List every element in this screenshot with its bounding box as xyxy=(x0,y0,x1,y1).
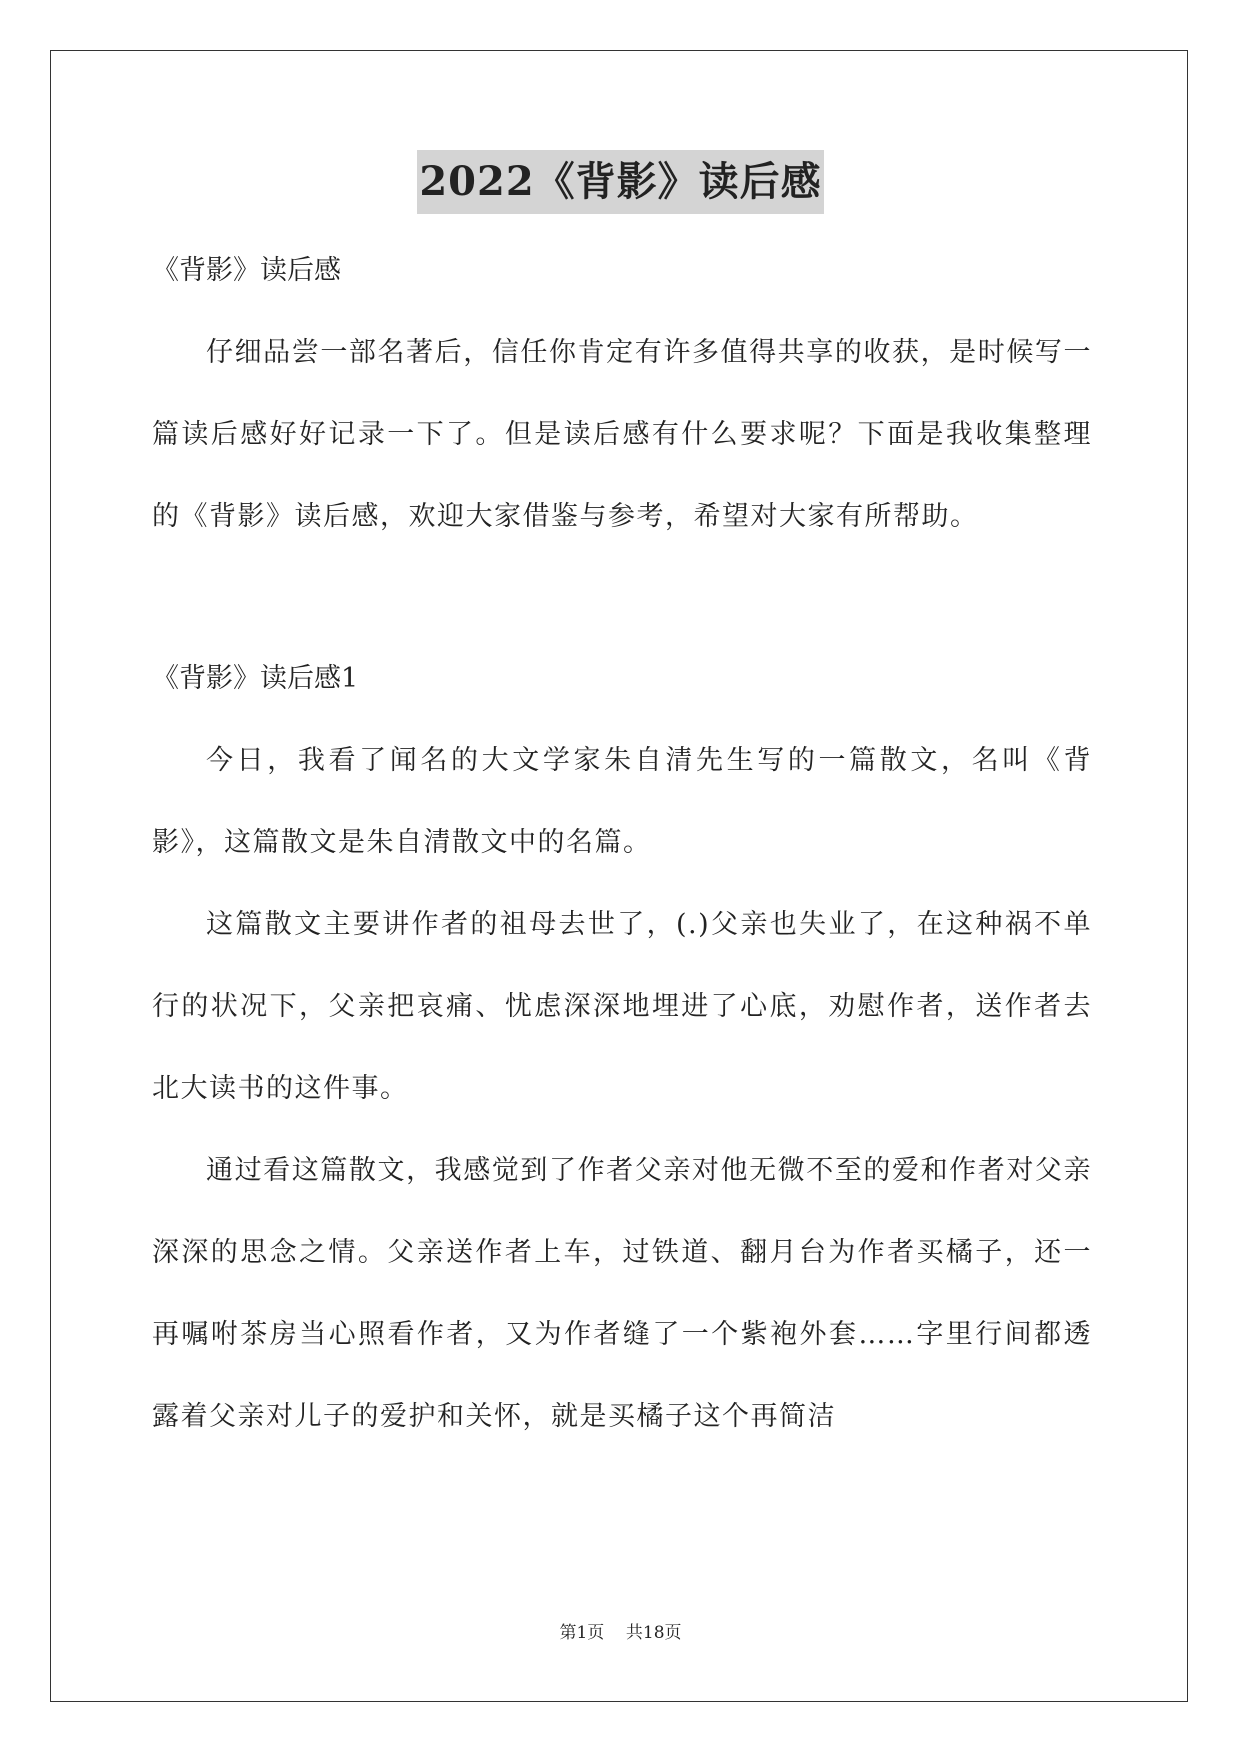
body-paragraph: 通过看这篇散文，我感觉到了作者父亲对他无微不至的爱和作者对父亲深深的思念之情。父亲送作者上车，过铁道、翻月台为作者买橘子，还一再嘱咐茶房当心照看作者，又为作者缝了一个紫袍外套……字里行间都透露着父亲对儿子的爱护和关怀，就是买橘子这个再简洁 xyxy=(152,1155,1092,1432)
page-total: 共18页 xyxy=(625,1623,682,1643)
section-spacer xyxy=(152,558,1092,638)
page-number: 第1页 xyxy=(559,1623,605,1643)
body-paragraph: 今日，我看了闻名的大文学家朱自清先生写的一篇散文，名叫《背影》，这篇散文是朱自清散文中的名篇。 xyxy=(152,745,1092,858)
intro-paragraph: 仔细品尝一部名著后，信任你肯定有许多值得共享的收获，是时候写一篇读后感好好记录一下了。但是读后感有什么要求呢？下面是我收集整理的《背影》读后感，欢迎大家借鉴与参考，希望对大家有所帮助。 xyxy=(152,337,1092,532)
title-container xyxy=(0,150,1241,214)
document-body xyxy=(152,230,1092,1458)
document-title: 2022《背影》读后感 xyxy=(417,150,823,214)
body-paragraph: 这篇散文主要讲作者的祖母去世了，(.)父亲也失业了，在这种祸不单行的状况下，父亲把哀痛、忧虑深深地埋进了心底，劝慰作者，送作者去北大读书的这件事。 xyxy=(152,909,1092,1104)
intro-heading: 《背影》读后感 xyxy=(152,255,341,286)
page-footer xyxy=(0,1618,1241,1643)
section-heading: 《背影》读后感1 xyxy=(152,663,359,694)
footer-spacer xyxy=(604,1623,626,1643)
